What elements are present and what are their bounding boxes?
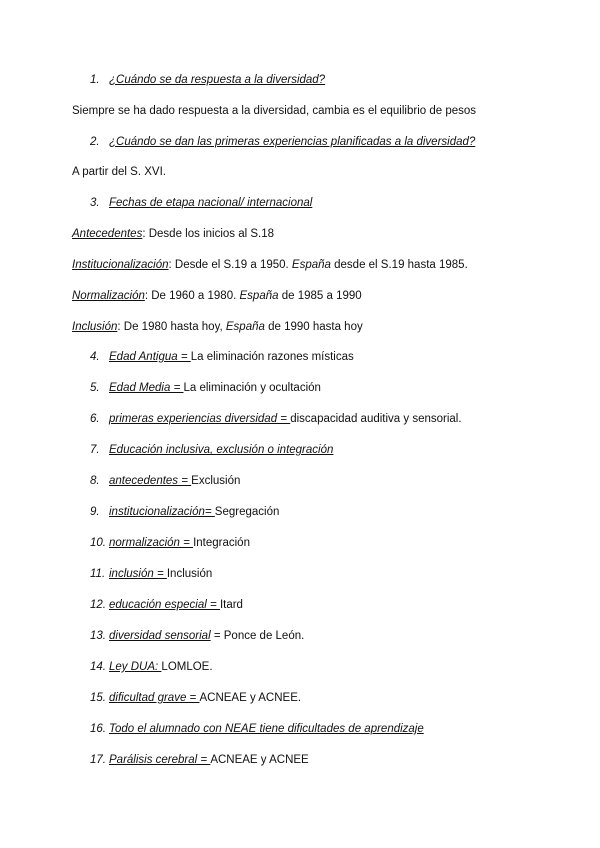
list-number: 11. <box>90 568 106 580</box>
stage-term: Normalización <box>72 290 145 302</box>
stage-term: Institucionalización <box>72 259 169 271</box>
stage-text: : Desde el S.19 a 1950. <box>168 259 292 271</box>
stage-text: de 1985 a 1990 <box>278 290 362 302</box>
item-term: educación especial = <box>109 599 220 611</box>
list-item-text <box>109 598 243 612</box>
item-term: Ley DUA: <box>109 661 162 673</box>
list-number: 4. <box>90 351 100 363</box>
stage-term: Antecedentes <box>72 228 143 240</box>
list-number: 13. <box>90 630 106 642</box>
item-term: dificultad grave = <box>109 692 200 704</box>
item-value: La eliminación razones místicas <box>190 351 354 363</box>
item-value: Integración <box>193 537 250 549</box>
list-item-text <box>109 536 250 550</box>
list-number: 6. <box>90 413 100 425</box>
stage-inclusion <box>72 320 363 334</box>
item-term: institucionalización= <box>109 506 215 518</box>
list-item-text <box>109 660 213 674</box>
item-term: Todo el alumnado con NEAE tiene dificultades de aprendizaje <box>109 723 424 735</box>
item-term: normalización = <box>109 537 194 549</box>
item-value: LOMLOE. <box>161 661 213 673</box>
list-item-text <box>109 350 354 364</box>
list-item-text <box>109 629 304 643</box>
question-heading: ¿Cuándo se dan las primeras experiencias planificadas a la diversidad? <box>109 136 476 148</box>
list-number: 3. <box>90 197 100 209</box>
list-number: 15. <box>90 692 106 704</box>
list-number: 10. <box>90 537 106 549</box>
list-number: 9. <box>90 506 100 518</box>
list-number: 5. <box>90 382 100 394</box>
answer-paragraph: Siempre se ha dado respuesta a la diversidad, cambia es el equilibrio de pesos <box>72 105 477 117</box>
item-value: Inclusión <box>166 568 213 580</box>
list-number: 17. <box>90 754 106 766</box>
item-value: = Ponce de León. <box>210 630 305 642</box>
stage-antecedentes <box>72 227 274 241</box>
stage-country: España <box>291 259 331 271</box>
list-number: 1. <box>90 74 100 86</box>
list-item-text <box>109 381 321 395</box>
item-term: Edad Media = <box>109 382 184 394</box>
list-item-text <box>109 505 279 519</box>
stage-term: Inclusión <box>72 321 118 333</box>
stage-institucionalizacion <box>72 258 468 272</box>
stage-country: España <box>239 290 279 302</box>
item-term: primeras experiencias diversidad = <box>109 413 291 425</box>
list-item-text <box>109 567 212 581</box>
item-term: Educación inclusiva, exclusión o integración <box>109 444 334 456</box>
item-term: diversidad sensorial <box>109 630 211 642</box>
stage-text: de 1990 hasta hoy <box>264 321 363 333</box>
list-item-text <box>109 474 240 488</box>
list-item-text <box>109 753 309 767</box>
item-term: Parálisis cerebral = <box>109 754 211 766</box>
list-number: 8. <box>90 475 100 487</box>
stage-text: : De 1980 hasta hoy, <box>117 321 226 333</box>
list-number: 7. <box>90 444 100 456</box>
list-number: 14. <box>90 661 106 673</box>
list-item-text <box>109 443 333 457</box>
item-value: La eliminación y ocultación <box>183 382 321 394</box>
item-value: ACNEAE y ACNEE <box>210 754 309 766</box>
list-number: 2. <box>90 136 100 148</box>
list-number: 12. <box>90 599 106 611</box>
question-heading: Fechas de etapa nacional/ internacional <box>109 197 313 209</box>
stage-normalizacion <box>72 289 362 303</box>
stage-text: : De 1960 a 1980. <box>144 290 240 302</box>
answer-paragraph: A partir del S. XVI. <box>72 166 166 178</box>
item-term: Edad Antigua = <box>109 351 191 363</box>
item-term: inclusión = <box>109 568 167 580</box>
stage-text: : Desde los inicios al S.18 <box>142 228 275 240</box>
list-item-text <box>109 722 424 736</box>
question-heading: ¿Cuándo se da respuesta a la diversidad? <box>109 74 326 86</box>
stage-text: desde el S.19 hasta 1985. <box>330 259 468 271</box>
item-value: Itard <box>219 599 243 611</box>
list-number: 16. <box>90 723 106 735</box>
item-value: Exclusión <box>191 475 241 487</box>
item-value: Segregación <box>214 506 280 518</box>
item-value: discapacidad auditiva y sensorial. <box>290 413 462 425</box>
stage-country: España <box>225 321 265 333</box>
item-term: antecedentes = <box>109 475 192 487</box>
list-item-text <box>109 691 301 705</box>
item-value: ACNEAE y ACNEE. <box>199 692 302 704</box>
list-item-text <box>109 412 462 426</box>
